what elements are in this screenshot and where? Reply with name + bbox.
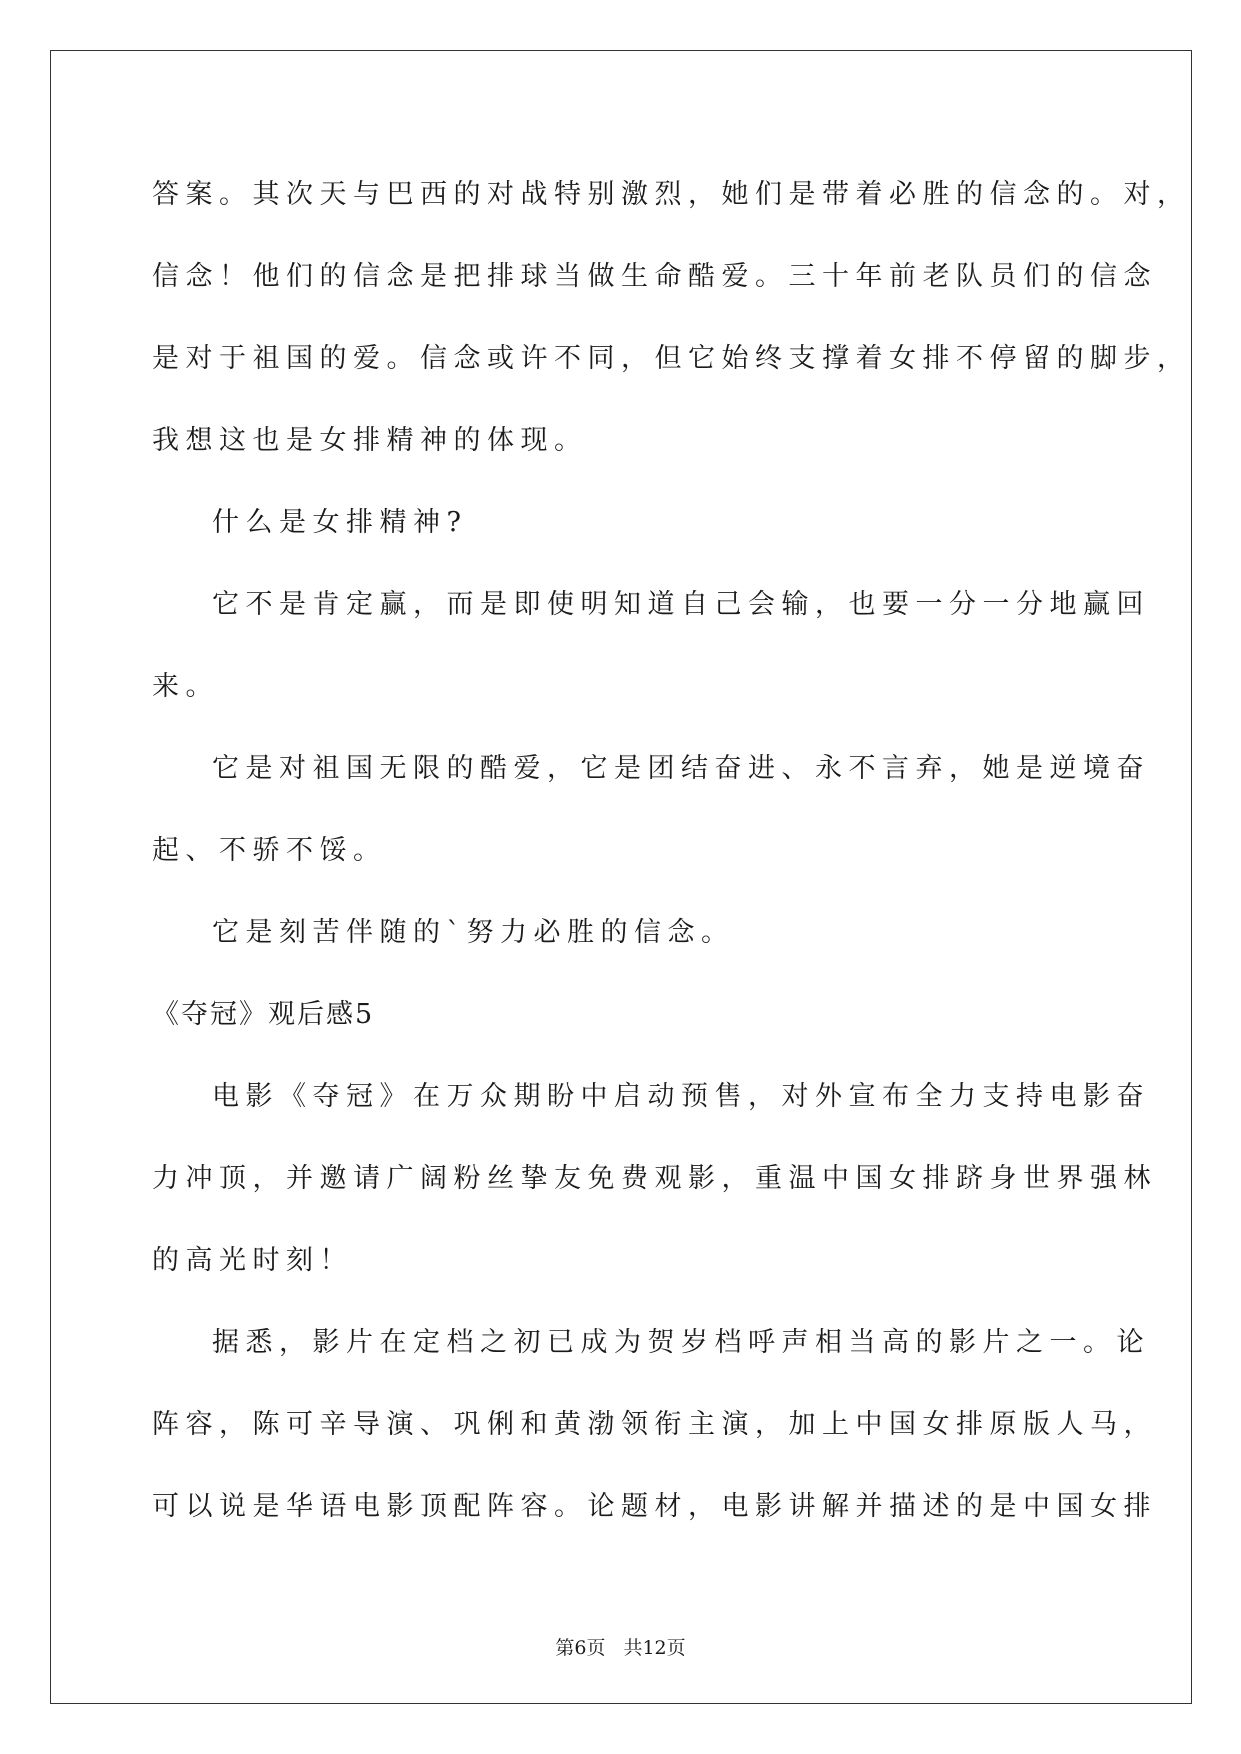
paragraph bbox=[152, 154, 1191, 482]
paragraph-line: 力冲顶，并邀请广阔粉丝挚友免费观影，重温中国女排跻身世界强林 bbox=[152, 1163, 1157, 1194]
paragraph-line: 信念！他们的信念是把排球当做生命酷爱。三十年前老队员们的信念 bbox=[152, 261, 1157, 292]
page-footer bbox=[0, 1633, 1241, 1660]
page-total: 共12页 bbox=[623, 1637, 686, 1659]
section-heading: 《夺冠》观后感5 bbox=[152, 999, 375, 1030]
paragraph bbox=[152, 1056, 1157, 1302]
paragraph-line: 它不是肯定赢，而是即使明知道自己会输，也要一分一分地赢回 bbox=[212, 589, 1150, 620]
paragraph-line: 的高光时刻！ bbox=[152, 1245, 353, 1276]
paragraph-line: 答案。其次天与巴西的对战特别激烈，她们是带着必胜的信念的。对， bbox=[152, 179, 1191, 210]
paragraph-line: 可以说是华语电影顶配阵容。论题材，电影讲解并描述的是中国女排 bbox=[152, 1491, 1157, 1522]
paragraph-line: 来。 bbox=[152, 671, 219, 702]
paragraph-line: 什么是女排精神? bbox=[212, 507, 468, 538]
paragraph-line: 是对于祖国的爱。信念或许不同，但它始终支撑着女排不停留的脚步， bbox=[152, 343, 1191, 374]
paragraph-line: 它是刻苦伴随的`努力必胜的信念。 bbox=[212, 917, 735, 948]
paragraph-line: 起、不骄不馁。 bbox=[152, 835, 387, 866]
paragraph-line: 据悉，影片在定档之初已成为贺岁档呼声相当高的影片之一。论 bbox=[212, 1327, 1150, 1358]
paragraph bbox=[152, 728, 1150, 892]
paragraph-line: 它是对祖国无限的酷爱，它是团结奋进、永不言弃，她是逆境奋 bbox=[212, 753, 1150, 784]
document-body bbox=[152, 154, 1191, 1548]
paragraph bbox=[152, 482, 1092, 564]
paragraph bbox=[152, 564, 1150, 728]
paragraph-line: 阵容，陈可辛导演、巩俐和黄渤领衔主演，加上中国女排原版人马， bbox=[152, 1409, 1157, 1440]
page-number: 第6页 bbox=[555, 1637, 606, 1659]
paragraph-line: 电影《夺冠》在万众期盼中启动预售，对外宣布全力支持电影奋 bbox=[212, 1081, 1150, 1112]
paragraph-line: 我想这也是女排精神的体现。 bbox=[152, 425, 588, 456]
paragraph bbox=[152, 1302, 1157, 1548]
paragraph bbox=[152, 892, 1092, 974]
